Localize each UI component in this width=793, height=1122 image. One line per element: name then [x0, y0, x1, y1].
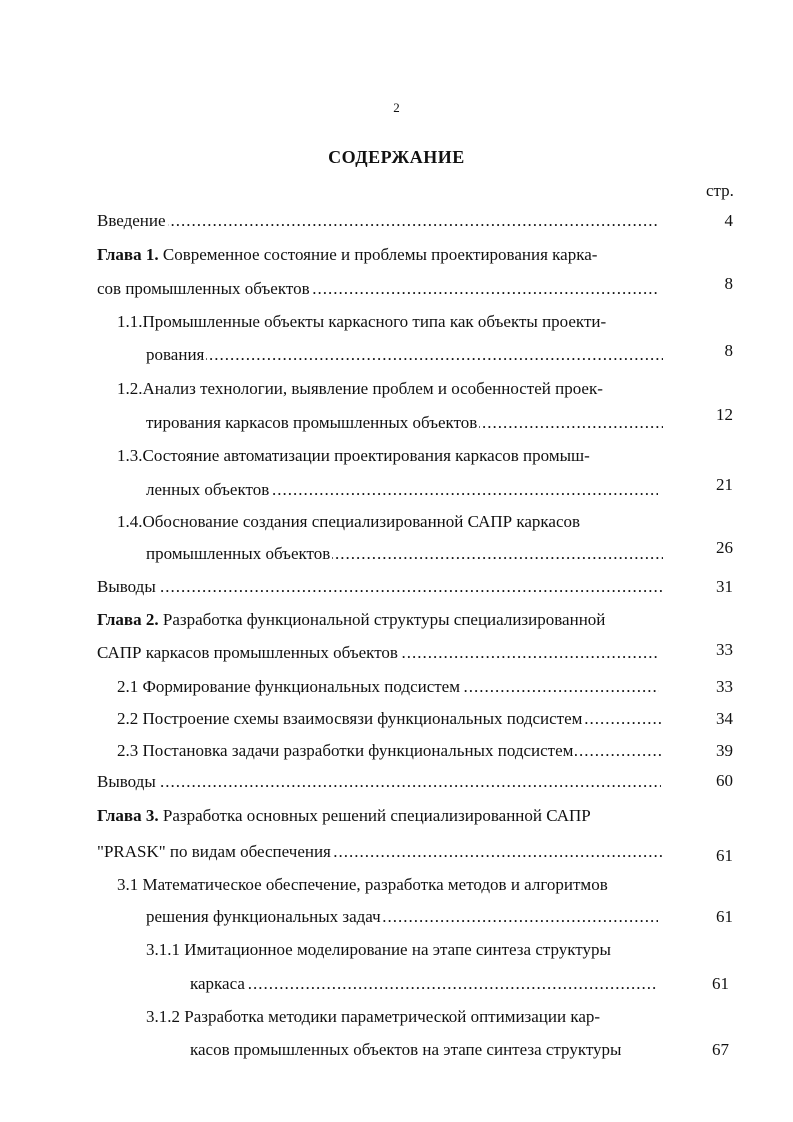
- toc-entry-chapter-2-cont: САПР каркасов промышленных объектов .....: [97, 643, 659, 663]
- toc-entry-section-3-1-2-cont: касов промышленных объектов на этапе синтеза структуры: [190, 1040, 622, 1059]
- toc-page-number: 21: [716, 475, 733, 494]
- toc-entry-chapter-1-cont: сов промышленных объектов .....: [97, 279, 659, 299]
- toc-entry-section-3-1-cont: решения функциональных задач .....: [146, 907, 658, 927]
- toc-entry-section-2-1[interactable]: 2.1 Формирование функциональных подсистем .....: [117, 677, 659, 697]
- toc-page-number: 33: [716, 640, 733, 659]
- toc-entry-section-1-1[interactable]: 1.1.Промышленные объекты каркасного типа как объекты проекти-: [117, 312, 607, 331]
- toc-page-number: 8: [724, 274, 733, 293]
- toc-entry-section-3-1-1-cont: каркаса .....: [190, 974, 658, 994]
- toc-page-number: 33: [716, 677, 733, 696]
- toc-page-number: 61: [716, 907, 733, 926]
- toc-entry-section-2-2[interactable]: 2.2 Построение схемы взаимосвязи функциональных подсистем .....: [117, 709, 663, 729]
- toc-entry-chapter-3-cont: "PRASK" по видам обеспечения .....: [97, 842, 663, 862]
- toc-page-number: 39: [716, 741, 733, 760]
- toc-entry-intro[interactable]: Введение .....: [97, 211, 659, 231]
- toc-entry-chapter-3[interactable]: Глава 3. Разработка основных решений специализированной САПР: [97, 806, 591, 825]
- toc-page-number: 61: [716, 846, 733, 865]
- toc-entry-section-2-3[interactable]: 2.3 Постановка задачи разработки функциональных подсистем .....: [117, 741, 663, 761]
- toc-entry-conclusions-1[interactable]: Выводы .....: [97, 577, 663, 597]
- toc-entry-section-1-4[interactable]: 1.4.Обоснование создания специализированной САПР каркасов: [117, 512, 581, 531]
- page-title: СОДЕРЖАНИЕ: [328, 147, 465, 167]
- toc-page-number: 26: [716, 538, 733, 557]
- toc-page-number: 34: [716, 709, 733, 728]
- toc-page-number: 31: [716, 577, 733, 596]
- toc-entry-section-3-1-2[interactable]: 3.1.2 Разработка методики параметрической оптимизации кар-: [146, 1007, 601, 1026]
- toc-entry-section-1-1-cont: рования .....: [146, 345, 663, 365]
- toc-entry-section-1-4-cont: промышленных объектов .....: [146, 544, 663, 564]
- page-number: 2: [393, 100, 400, 115]
- toc-entry-chapter-1[interactable]: Глава 1. Современное состояние и проблемы проектирования карка-: [97, 245, 598, 264]
- toc-entry-chapter-2[interactable]: Глава 2. Разработка функциональной структуры специализированной: [97, 610, 606, 629]
- toc-page-number: 61: [712, 974, 729, 993]
- toc-entry-section-3-1[interactable]: 3.1 Математическое обеспечение, разработка методов и алгоритмов: [117, 875, 608, 894]
- toc-page-number: 67: [712, 1040, 729, 1059]
- toc-page-number: 60: [716, 771, 733, 790]
- toc-entry-section-1-3[interactable]: 1.3.Состояние автоматизации проектирования каркасов промыш-: [117, 446, 590, 465]
- toc-entry-conclusions-2[interactable]: Выводы .....: [97, 772, 661, 792]
- toc-page-number: 12: [716, 405, 733, 424]
- toc-entry-section-1-3-cont: ленных объектов .....: [146, 480, 658, 500]
- page-column-header: стр.: [706, 181, 734, 200]
- toc-entry-section-3-1-1[interactable]: 3.1.1 Имитационное моделирование на этапе синтеза структуры: [146, 940, 611, 959]
- toc-entry-section-1-2-cont: тирования каркасов промышленных объектов .....: [146, 413, 663, 433]
- toc-page-number: 8: [724, 341, 733, 360]
- toc-entry-section-1-2[interactable]: 1.2.Анализ технологии, выявление проблем и особенностей проек-: [117, 379, 603, 398]
- toc-page-number: 4: [724, 211, 733, 230]
